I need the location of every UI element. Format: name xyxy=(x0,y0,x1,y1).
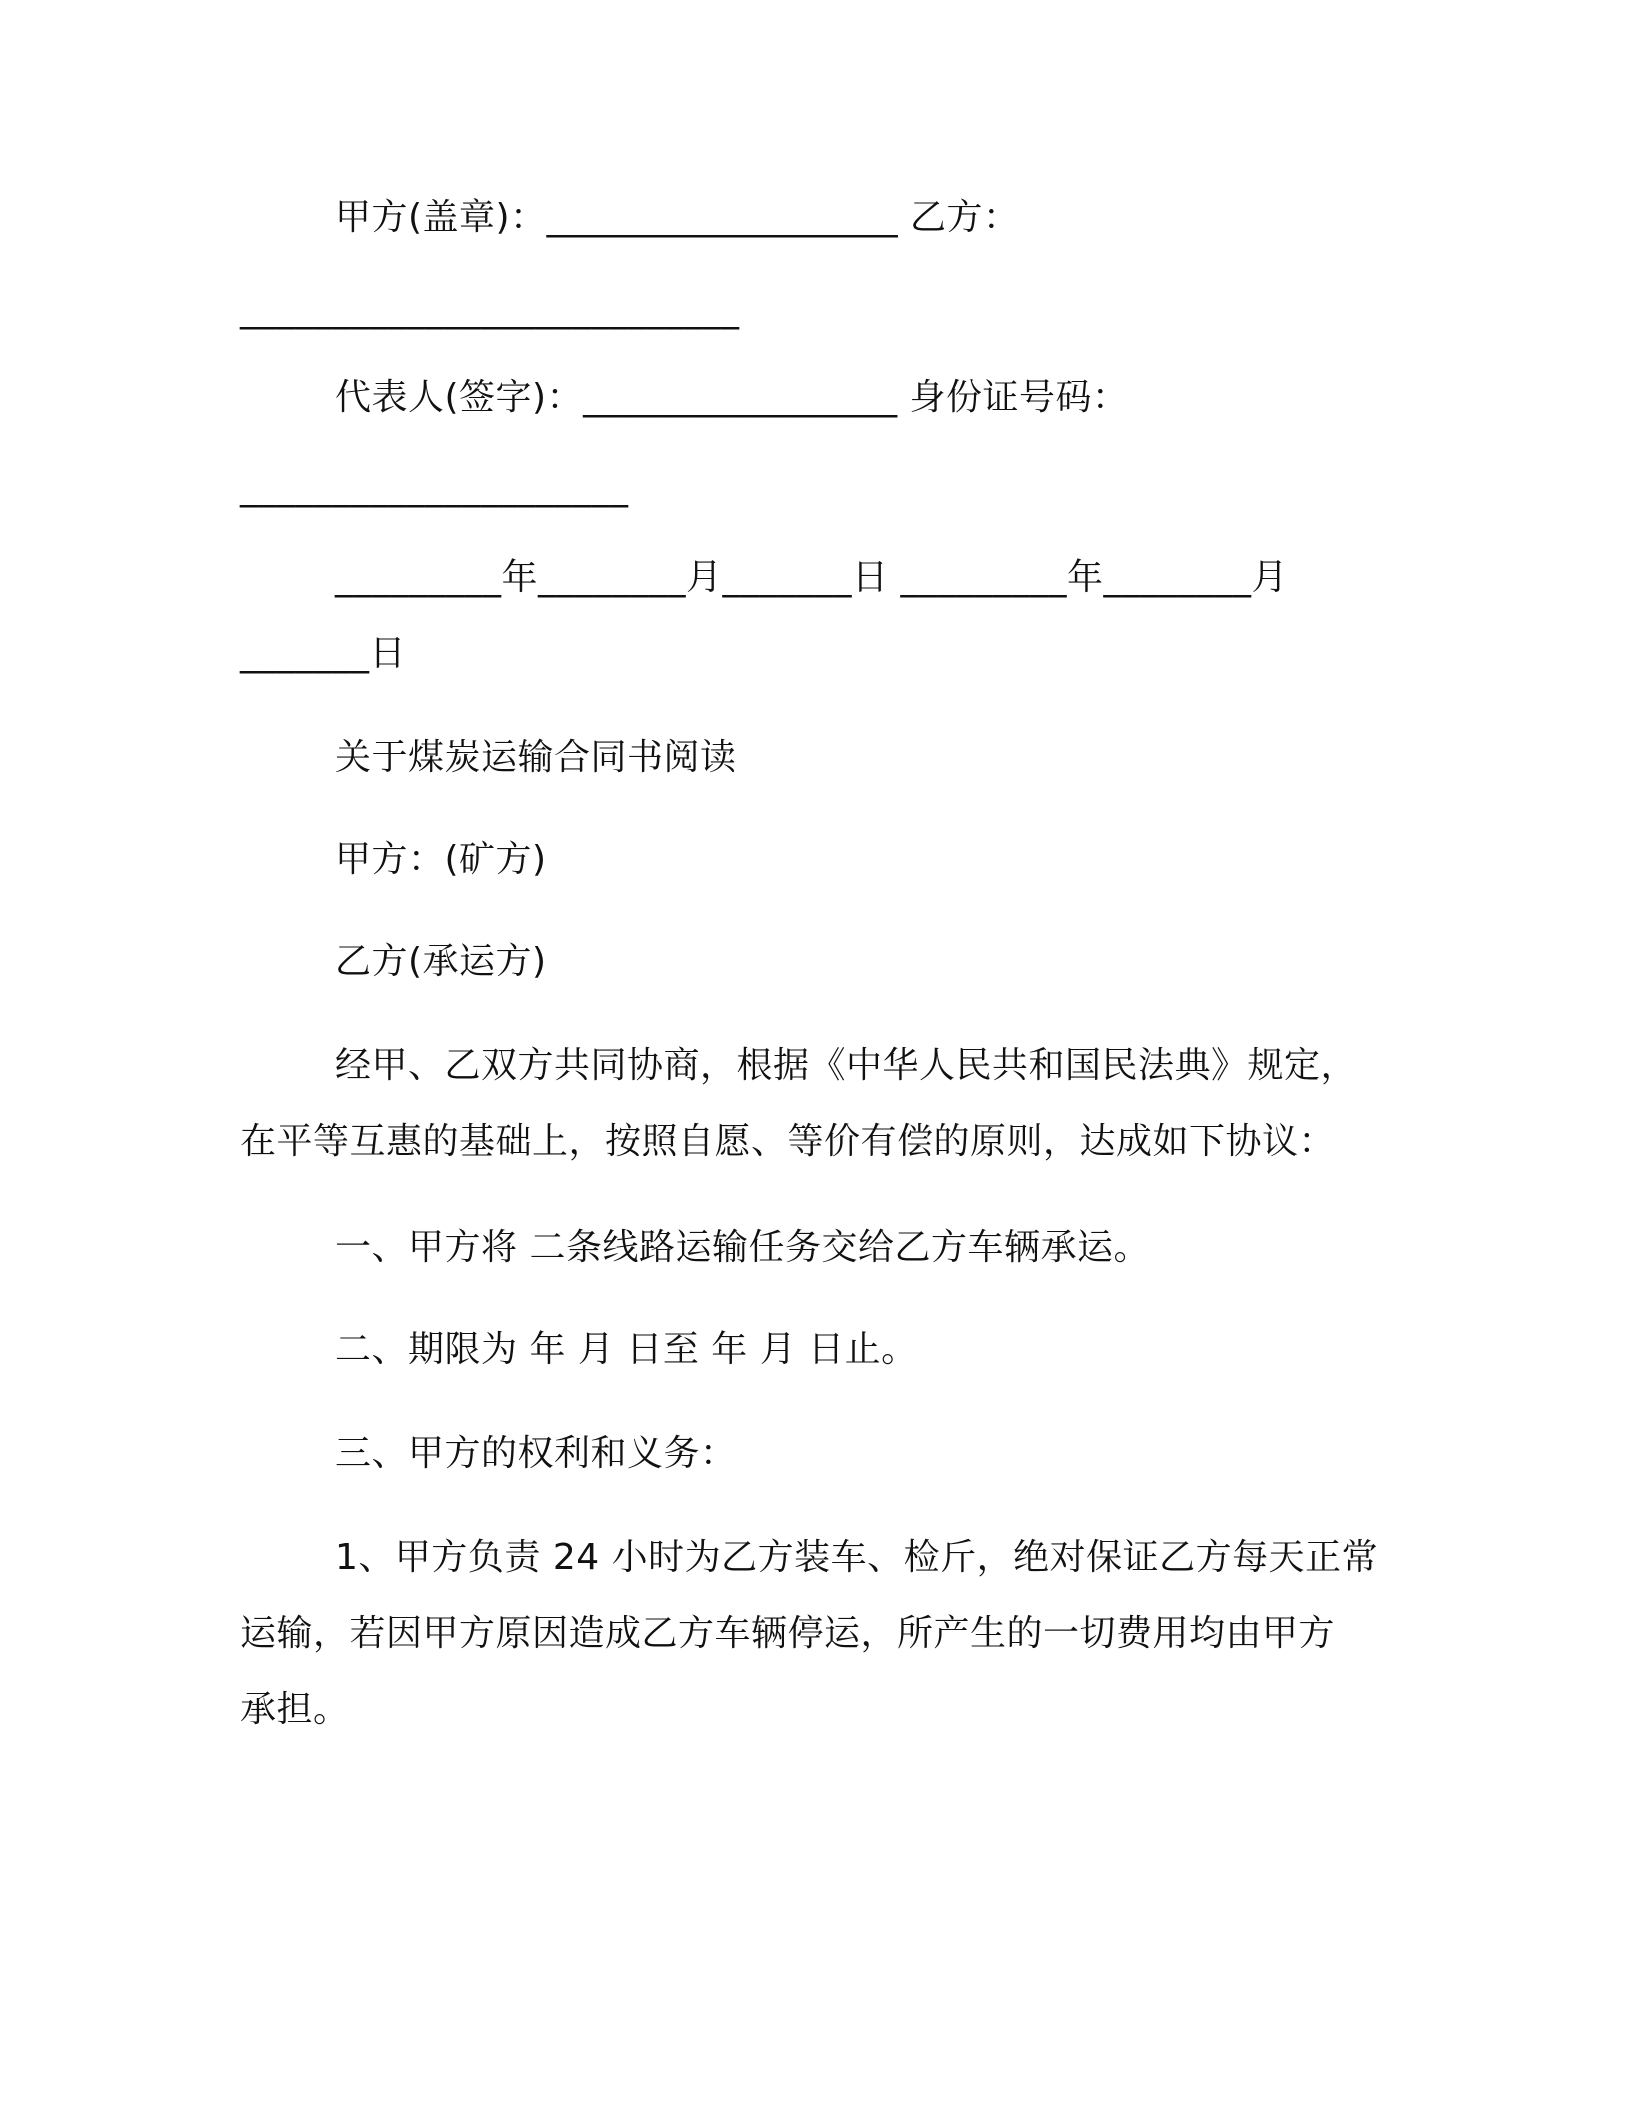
party-b-label: 乙方(承运方) xyxy=(335,941,547,982)
sign-line-party-b-blank: ___________________________ xyxy=(240,289,740,330)
clause-3: 三、甲方的权利和义务： xyxy=(335,1433,737,1474)
preamble-line-2: 在平等互惠的基础上，按照自愿、等价有偿的原则，达成如下协议： xyxy=(240,1121,1336,1162)
sign-line-representative: 代表人(签字)：_________________ 身份证号码： xyxy=(335,377,1129,418)
item-1-line-3: 承担。 xyxy=(240,1689,350,1730)
sign-line-id-blank: _____________________ xyxy=(240,467,629,508)
sign-line-date-day: _______日 xyxy=(240,633,407,674)
clause-2: 二、期限为 年 月 日至 年 月 日止。 xyxy=(335,1329,918,1370)
party-a-label: 甲方：(矿方) xyxy=(335,839,547,880)
item-1-line-1: 1、甲方负责 24 小时为乙方装车、检斤，绝对保证乙方每天正常 xyxy=(335,1537,1379,1578)
clause-1: 一、甲方将 二条线路运输任务交给乙方车辆承运。 xyxy=(335,1227,1150,1268)
sign-line-dates: _________年________月_______日 _________年________月 xyxy=(335,557,1288,598)
preamble-line-1: 经甲、乙双方共同协商，根据《中华人民共和国民法典》规定， xyxy=(335,1045,1358,1086)
document-title: 关于煤炭运输合同书阅读 xyxy=(335,737,737,778)
item-1-line-2: 运输，若因甲方原因造成乙方车辆停运，所产生的一切费用均由甲方 xyxy=(240,1613,1336,1654)
sign-line-party-a: 甲方(盖章)：___________________ 乙方： xyxy=(335,197,1020,238)
